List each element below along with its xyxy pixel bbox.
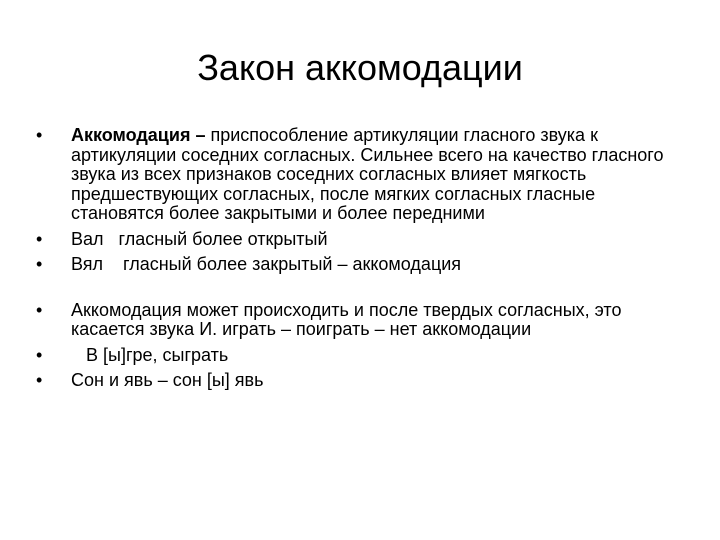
bullet-text: Аккомодация может происходить и после твердых согласных, это касается звука И. играть – поиграть – нет аккомодации [71,299,622,339]
bullet-item-val [36,230,676,250]
definition-text: приспособление артикуляции гласного звука к артикуляции соседних согласных. Сильнее всего на качество гласного звука из всех признаков соседних согласных влияет мягкость предшествующих согласных, после мягких согласных гласные становятся более закрытыми и более передними [71,125,664,223]
bullet-icon: • [36,254,43,274]
bullet-icon: • [36,344,43,365]
bullet-item-son-i-yav [36,371,676,391]
bullet-item-after-hard-consonants [36,301,676,340]
bullet-text: В [ы]гре, сыграть [71,344,229,365]
bullet-item-vyal [36,255,676,275]
bullet-item-v-igre [36,346,676,366]
bullet-text: Вал гласный более открытый [71,228,328,249]
bullet-icon: • [36,228,43,249]
slide-title: Закон аккомодации [197,47,523,88]
bullet-icon: • [36,299,43,320]
bullet-icon: • [36,370,43,390]
bullet-item-accommodation-definition [36,126,676,224]
bullet-text: Вял гласный более закрытый – аккомодация [71,254,462,274]
term-accommodation: Аккомодация – [71,125,206,145]
bullet-text: Сон и явь – сон [ы] явь [71,370,264,390]
bullet-icon: • [36,125,43,145]
bullet-list [36,126,676,391]
